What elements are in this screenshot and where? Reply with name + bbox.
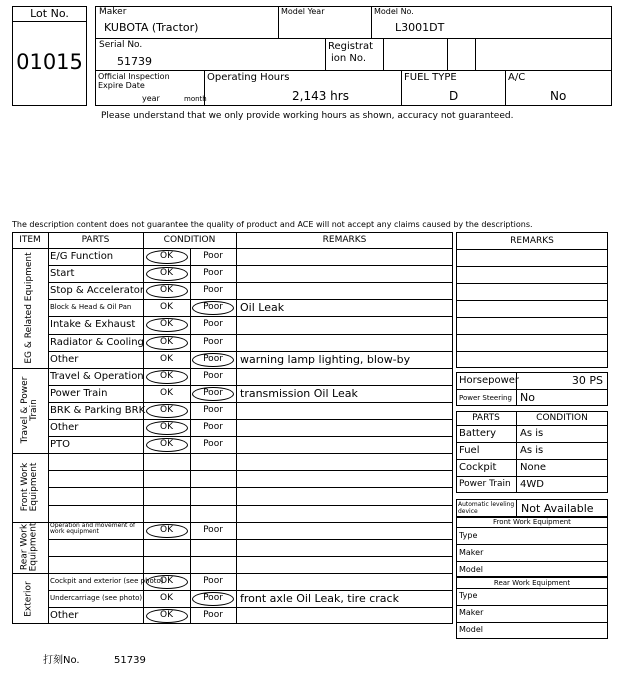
part-label: PTO — [50, 439, 71, 451]
ok-selected-circle — [146, 609, 188, 623]
part-label: Undercarriage (see photo) — [50, 594, 143, 602]
condition-column-header: CONDITION — [163, 235, 216, 245]
divider — [383, 38, 384, 70]
ok-option: OK — [160, 387, 173, 398]
divider — [12, 21, 87, 22]
ok-option: OK — [160, 336, 173, 347]
divider — [456, 459, 608, 460]
item-group-label: Exterior — [24, 580, 35, 617]
ok-selected-circle — [146, 404, 188, 418]
auto-leveling-label: device — [458, 508, 478, 515]
poor-option: Poor — [203, 285, 223, 296]
ac-label: A/C — [508, 72, 526, 83]
remark-text: front axle Oil Leak, tire crack — [240, 592, 399, 605]
divider — [48, 402, 453, 403]
model-no-label: Model No. — [374, 7, 414, 16]
ok-option: OK — [160, 610, 173, 621]
divider — [505, 70, 506, 106]
part-label: Stop & Accelerator — [50, 285, 145, 297]
item-group-label: Rear Work Equipment — [19, 522, 39, 572]
divider — [456, 351, 608, 352]
ok-option: OK — [160, 302, 173, 313]
poor-option: Poor — [203, 575, 223, 586]
poor-selected-circle — [192, 387, 234, 401]
battery-label: Battery — [459, 428, 497, 439]
poor-option: Poor — [203, 353, 223, 364]
divider — [48, 385, 453, 386]
ok-selected-circle — [146, 267, 188, 281]
divider — [236, 232, 237, 624]
divider — [456, 588, 608, 589]
poor-selected-circle — [192, 353, 234, 367]
divider — [48, 265, 453, 266]
poor-option: Poor — [203, 610, 223, 621]
ok-option: OK — [160, 575, 173, 586]
auto-leveling-value: Not Available — [521, 502, 594, 515]
model-no-value: L3001DT — [395, 21, 445, 34]
divider — [456, 389, 608, 390]
parts-header: PARTS — [472, 413, 500, 423]
part-label: Radiator & Cooling — [50, 336, 144, 348]
part-label: Start — [50, 268, 75, 280]
part-label: BRK & Parking BRK — [50, 404, 146, 416]
ok-option: OK — [160, 439, 173, 450]
divider — [516, 411, 517, 493]
item-column-header: ITEM — [19, 235, 41, 245]
serial-label: Serial No. — [99, 40, 143, 50]
poor-option: Poor — [203, 370, 223, 381]
divider — [456, 283, 608, 284]
divider — [48, 590, 453, 591]
poor-option: Poor — [203, 251, 223, 261]
divider — [456, 561, 608, 562]
maker-value: KUBOTA (Tractor) — [104, 21, 199, 34]
maker-label: Maker — [99, 7, 127, 17]
accuracy-notice: Please understand that we only provide working hours as shown, accuracy not guaranteed. — [101, 111, 514, 121]
divider — [48, 316, 453, 317]
poor-option: Poor — [203, 336, 223, 347]
divider — [48, 436, 453, 437]
divider — [325, 38, 326, 70]
rear-model-label: Model — [459, 625, 484, 634]
cockpit-label: Cockpit — [459, 462, 497, 473]
divider — [456, 605, 608, 606]
model-year-label: Model Year — [281, 7, 325, 16]
ok-selected-circle — [146, 524, 188, 538]
divider — [456, 249, 608, 250]
divider — [371, 6, 372, 38]
divider — [456, 527, 608, 528]
ok-option: OK — [160, 268, 173, 279]
divider — [48, 607, 453, 608]
horsepower-value: 30 PS — [571, 374, 603, 387]
ok-option: OK — [160, 593, 173, 603]
ok-option: OK — [160, 524, 173, 535]
ok-option: OK — [160, 251, 173, 261]
poor-option: Poor — [203, 524, 223, 535]
divider — [12, 368, 453, 369]
ok-option: OK — [160, 285, 173, 296]
item-group-label: Travel & Power Train — [19, 377, 39, 444]
divider — [456, 300, 608, 301]
part-label: Operation and movement of work equipment — [50, 521, 136, 536]
ok-option: OK — [160, 370, 173, 381]
divider — [95, 70, 612, 71]
ok-selected-circle — [146, 284, 188, 298]
divider — [48, 470, 453, 471]
divider — [401, 70, 402, 106]
rear-work-header: Rear Work Equipment — [493, 579, 571, 587]
remark-text: transmission Oil Leak — [240, 386, 358, 400]
part-label: E/G Function — [50, 251, 114, 262]
rear-type-label: Type — [459, 591, 478, 600]
divider — [48, 299, 453, 300]
divider — [516, 499, 517, 517]
divider — [456, 425, 608, 426]
divider — [456, 476, 608, 477]
inspection-label: Expire Date — [98, 81, 145, 90]
divider — [456, 334, 608, 335]
divider — [48, 419, 453, 420]
condition-header: CONDITION — [536, 413, 588, 423]
inspection-label: Official Inspection — [98, 72, 170, 81]
front-work-header: Front Work Equipment — [493, 518, 571, 526]
divider — [12, 248, 453, 249]
poor-option: Poor — [203, 302, 223, 313]
divider — [12, 573, 453, 574]
ok-option: OK — [160, 422, 173, 432]
divider — [95, 38, 612, 39]
divider — [48, 539, 453, 540]
divider — [456, 317, 608, 318]
power-train-label: Power Train — [459, 479, 511, 489]
ok-selected-circle — [146, 438, 188, 452]
divider — [456, 544, 608, 545]
remark-text: warning lamp lighting, blow-by — [240, 352, 411, 366]
divider — [456, 442, 608, 443]
fuel-type-label: FUEL TYPE — [404, 72, 457, 83]
divider — [48, 282, 453, 283]
ok-selected-circle — [146, 250, 188, 264]
front-type-label: Type — [459, 531, 478, 540]
poor-option: Poor — [203, 593, 223, 603]
front-model-label: Model — [459, 565, 484, 574]
divider — [278, 6, 279, 38]
lot-number: 01015 — [16, 50, 83, 74]
item-group-label: EG & Related Equipment — [24, 252, 35, 364]
registration-label: Registrat — [328, 41, 374, 52]
battery-value: As is — [520, 428, 544, 439]
poor-option: Poor — [203, 387, 223, 398]
poor-option: Poor — [203, 439, 223, 450]
part-label: Power Train — [50, 387, 108, 399]
ok-selected-circle — [146, 575, 188, 589]
ok-option: OK — [160, 404, 173, 415]
divider — [48, 556, 453, 557]
poor-option: Poor — [203, 404, 223, 415]
poor-option: Poor — [203, 268, 223, 279]
ok-option: OK — [160, 353, 173, 364]
divider — [447, 38, 448, 70]
divider — [48, 232, 49, 624]
power-steering-value: No — [520, 391, 535, 404]
power-steering-label: Power Steering — [459, 394, 512, 402]
stamp-label: 打刻No. — [43, 655, 80, 666]
divider — [48, 334, 453, 335]
divider — [48, 487, 453, 488]
auto-leveling-label: Automatic leveling — [458, 501, 515, 508]
horsepower-label: Horsepower — [459, 375, 520, 386]
divider — [12, 453, 453, 454]
side-remarks-header: REMARKS — [510, 236, 554, 246]
remarks-column-header: REMARKS — [322, 235, 367, 245]
ok-selected-circle — [146, 336, 188, 350]
hours-label: Operating Hours — [207, 72, 290, 83]
divider — [48, 351, 453, 352]
front-maker-label: Maker — [459, 548, 484, 557]
ok-selected-circle — [146, 421, 188, 435]
disclaimer: The description content does not guarantee the quality of product and ACE will not accept any claims caused by the descriptions. — [12, 220, 533, 229]
fuel-label: Fuel — [459, 445, 480, 456]
ok-option: OK — [160, 319, 173, 330]
year-label: year — [142, 94, 160, 103]
cockpit-value: None — [520, 462, 547, 473]
parts-column-header: PARTS — [81, 235, 110, 245]
fuel-value: As is — [520, 445, 544, 456]
ac-value: No — [550, 89, 567, 103]
month-label: month — [184, 95, 207, 103]
remark-text: Oil Leak — [240, 301, 285, 315]
part-label: Travel & Operation — [50, 370, 144, 382]
divider — [456, 266, 608, 267]
divider — [456, 622, 608, 623]
poor-option: Poor — [203, 319, 223, 330]
lot-label: Lot No. — [30, 7, 69, 20]
registration-label: ion No. — [331, 53, 367, 64]
part-label: Block & Head & Oil Pan — [50, 303, 132, 312]
part-label: Other — [50, 353, 79, 365]
part-label: Other — [50, 610, 79, 622]
part-label: Intake & Exhaust — [50, 319, 136, 331]
divider — [475, 38, 476, 70]
poor-option: Poor — [203, 422, 223, 432]
part-label: Cockpit and exterior (see photo) — [50, 576, 164, 585]
item-group-label: Front Work Equipment — [19, 462, 40, 512]
poor-selected-circle — [192, 592, 234, 606]
stamp-value: 51739 — [114, 655, 146, 666]
rear-maker-label: Maker — [459, 608, 484, 617]
serial-value: 51739 — [117, 55, 152, 68]
fuel-type-value: D — [449, 89, 459, 103]
hours-value: 2,143 hrs — [292, 89, 349, 103]
power-train-value: 4WD — [520, 479, 544, 490]
ok-selected-circle — [146, 370, 188, 384]
part-label: Other — [50, 422, 79, 433]
divider — [48, 505, 453, 506]
